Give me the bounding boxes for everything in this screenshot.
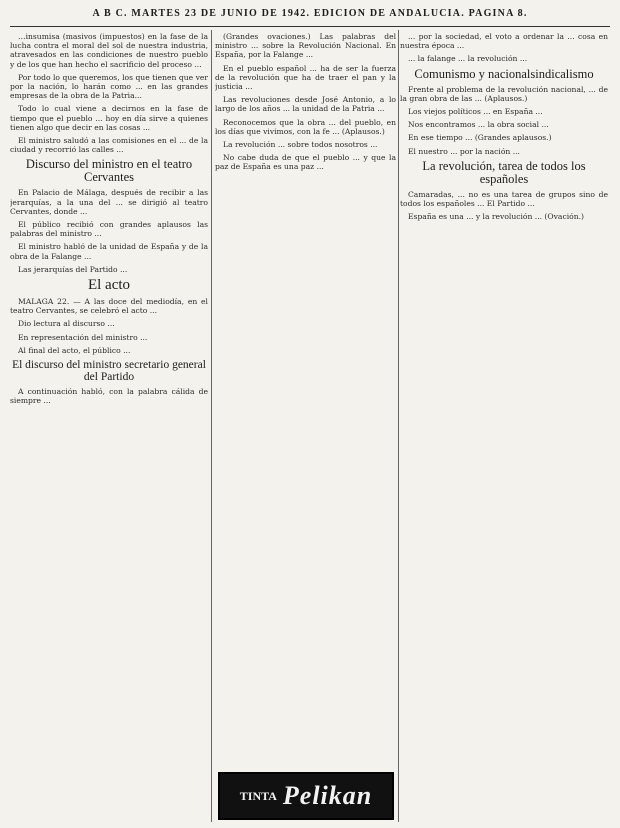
article-paragraph: Todo lo cual viene a decirnos en la fase de tiempo que el pueblo ... hoy en día sirve a quienes tienen algo que decir en las cosas ...: [10, 104, 208, 132]
article-paragraph: El ministro saludó a las comisiones en el ... de la ciudad y recorrió las calles ...: [10, 136, 208, 155]
article-paragraph: El público recibió con grandes aplausos las palabras del ministro ...: [10, 220, 208, 239]
section-heading: La revolución, tarea de todos los españoles: [422, 158, 586, 186]
article-paragraph: Nos encontramos ... la obra social ...: [408, 120, 549, 130]
article-paragraph: En el pueblo español ... ha de ser la fuerza de la revolución que ha de traer el pan y la justicia ...: [215, 63, 396, 92]
article-paragraph: Reconocemos que la obra ... del pueblo, en los días que vivimos, con la fe ... (Aplausos.): [215, 117, 396, 136]
section-heading: Discurso del ministro en el teatro Cervantes: [25, 157, 193, 185]
article-paragraph: Al final del acto, el público ...: [18, 345, 131, 355]
column-right: [400, 32, 608, 822]
article-paragraph: …insumisa (masivos (impuestos) en la fase de la lucha contra el moral del sol de nuestra industria, atravesados en las condiciones de nuestro pueblo y de los que han hecho el sacrificio del proceso ...: [10, 32, 208, 69]
article-paragraph: Las jerarquías del Partido ...: [18, 264, 128, 274]
article-paragraph: (Grandes ovaciones.) Las palabras del ministro ... sobre la Revolución Nacional. En España, por la Falange ...: [215, 32, 396, 60]
section-heading: Comunismo y nacionalsindicalismo: [414, 66, 594, 81]
article-paragraph: Camaradas, ... no es una tarea de grupos sino de todos los españoles ... El Partido ...: [400, 189, 608, 209]
ad-pretext: TINTA: [239, 788, 277, 803]
column-divider: [398, 30, 399, 822]
article-paragraph: Por todo lo que queremos, los que tienen que ver por la nación, lo harán como ... en las grandes empresas de la obra de la Patria...: [10, 72, 208, 101]
section-heading: El discurso del ministro secretario general del Partido: [12, 359, 206, 384]
article-paragraph: A continuación habló, con la palabra cálida de siempre ...: [10, 387, 208, 406]
article-paragraph: Los viejos políticos ... en España ...: [408, 107, 543, 117]
article-paragraph: El ministro habló de la unidad de España y de la obra de la Falange ...: [10, 242, 208, 261]
article-paragraph: En representación del ministro ...: [18, 332, 148, 342]
ad-logo: Pelikan: [282, 781, 373, 810]
pelikan-ink-advertisement: [218, 772, 394, 820]
article-paragraph: Las revoluciones desde José Antonio, a lo largo de los años ... la unidad de la Patria ...: [215, 95, 396, 114]
article-paragraph: ... la falange ... la revolución ...: [408, 54, 528, 64]
article-paragraph: La revolución ... sobre todos nosotros ...: [223, 140, 378, 150]
article-paragraph: MALAGA 22. — A las doce del mediodía, en el teatro Cervantes, se celebró el acto ...: [10, 297, 208, 316]
section-heading: El acto: [87, 277, 131, 294]
article-paragraph: ... por la sociedad, el voto a ordenar la ... cosa en nuestra época ...: [400, 32, 608, 51]
column-middle: [215, 32, 396, 766]
masthead: A B C. MARTES 23 DE JUNIO DE 1942. EDICION DE ANDALUCIA. PAGINA 8.: [92, 8, 528, 19]
article-paragraph: Frente al problema de la revolución nacional, ... de la gran obra de las ... (Aplausos.): [400, 84, 608, 103]
article-paragraph: No cabe duda de que el pueblo ... y que la paz de España es una paz ...: [215, 153, 396, 172]
column-left: [10, 32, 208, 822]
column-divider: [211, 30, 212, 822]
article-paragraph: Dio lectura al discurso ...: [18, 319, 115, 329]
article-paragraph: En ese tiempo ... (Grandes aplausos.): [408, 133, 552, 143]
header-rule: [10, 26, 610, 27]
article-paragraph: En Palacio de Málaga, después de recibir a las jerarquías, a la una del ... se dirigió al teatro Cervantes, donde ...: [10, 188, 208, 216]
article-paragraph: El nuestro ... por la nación ...: [408, 146, 520, 156]
article-paragraph: España es una ... y la revolución ... (Ovación.): [408, 212, 584, 222]
